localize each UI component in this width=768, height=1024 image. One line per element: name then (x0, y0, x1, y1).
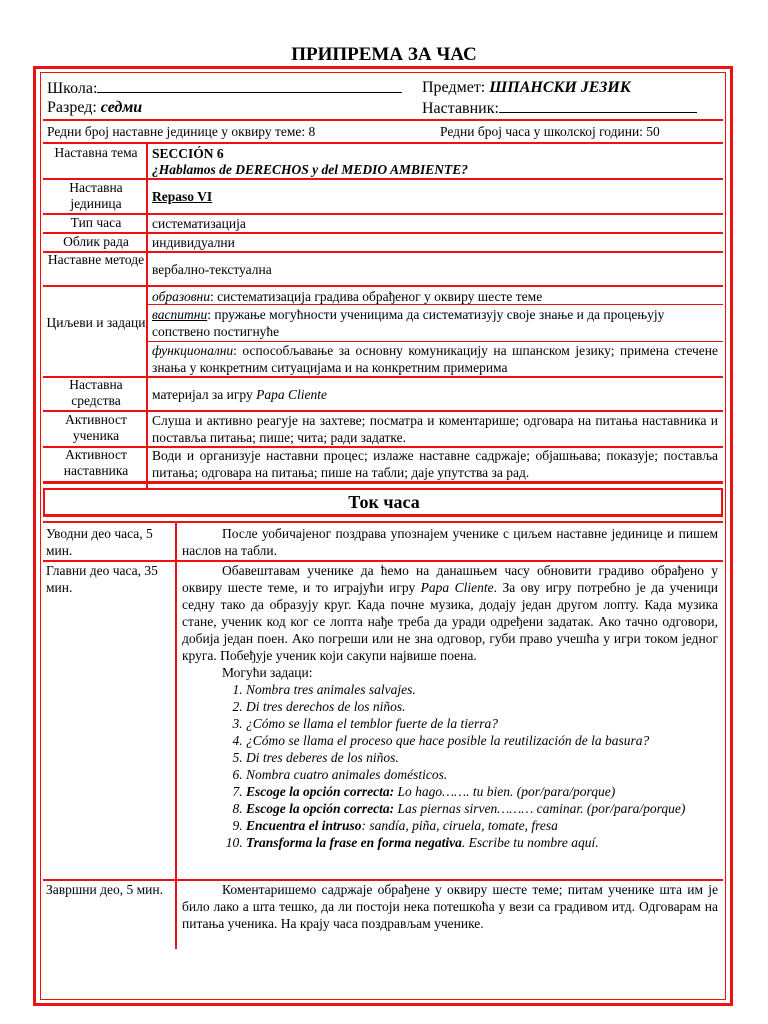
task-item (246, 715, 718, 732)
teacher-label: Наставник: (422, 100, 499, 117)
divider (43, 514, 723, 517)
end-paragraph: Коментаришемо садржаје обрађене у оквиру шесте теме; питам ученике шта им је било лако а шта тешко, да ли постоји нека потешкоћа у вези са градивом итд. Одговарам на питања ученика. На крају часа поздрављам ученике. (182, 882, 718, 931)
goal-educational-text: : систематизација градива обрађеног у оквиру шесте теме (210, 289, 543, 304)
divider (43, 119, 723, 121)
main-game: Papa Cliente (420, 580, 494, 595)
main-paragraph (182, 562, 718, 664)
theme-label: Наставна тема (54, 145, 138, 160)
teacher-field (422, 98, 697, 119)
goal-functional-text: : оспособљавање за основну комуникацију на шпанском језику; примена стечене знања у конкретним ситуацијама и на конкретним примерима (152, 343, 718, 375)
task-text: Di tres derechos de los niños. (246, 699, 406, 714)
form-label: Облик рада (63, 234, 129, 249)
flow-column-divider (175, 521, 177, 949)
flow-title: Ток часа (348, 492, 420, 512)
goals-label: Циљеви и задаци (46, 315, 146, 330)
form-value: индивидуални (152, 235, 235, 250)
task-item (246, 698, 718, 715)
page-title: ПРИПРЕМА ЗА ЧАС (291, 44, 477, 65)
school-label: Школа: (47, 80, 98, 97)
teacher-activity-label: Активност наставника (63, 447, 129, 478)
divider (43, 285, 723, 287)
task-text: Nombra cuatro animales domésticos. (246, 767, 448, 782)
methods-label: Наставне методе (47, 252, 145, 267)
tasks-list (182, 681, 718, 851)
task-bold: Escoge la opción correcta: (246, 801, 395, 816)
task-text: Nombra tres animales salvajes. (246, 682, 416, 697)
methods-value: вербално-текстуална (152, 262, 272, 277)
task-item (246, 749, 718, 766)
grade-field (47, 98, 142, 118)
means-value (152, 386, 718, 403)
divider (43, 481, 723, 484)
band-edge-left (43, 488, 45, 516)
task-bold: Escoge la opción correcta: (246, 784, 395, 799)
task-item (246, 766, 718, 783)
task-bold: Encuentra el intruso (246, 818, 362, 833)
means-game: Papa Cliente (256, 387, 327, 402)
divider (43, 488, 723, 490)
task-item (246, 681, 718, 698)
subject-label: Предмет: (422, 79, 486, 96)
student-activity-value: Слуша и активно реагује на захтеве; посматра и коментарише; одговара на питања наставника и поставља питања; пише; чита; ради задатке. (152, 413, 718, 445)
means-label: Наставна средства (69, 377, 123, 408)
task-text: . Escribe tu nombre aquí. (461, 835, 599, 850)
student-activity-label: Активност ученика (65, 412, 127, 443)
main-text-a: Обавештавам ученике да ћемо на данашњем часу обновити градиво обрађено у оквиру шесте теме, и то играјући игру (182, 563, 718, 595)
task-item (246, 800, 718, 817)
task-text: : sandía, piña, ciruela, tomate, fresa (361, 818, 558, 833)
divider (43, 521, 723, 523)
tasks-label: Могући задаци: (222, 665, 313, 680)
intro-text (182, 525, 718, 559)
school-field (47, 78, 402, 99)
grade-label: Разред: (47, 99, 97, 116)
task-text: ¿Cómo se llama el temblor fuerte de la tierra? (246, 716, 498, 731)
subject-value: ШПАНСКИ ЈЕЗИК (489, 79, 631, 96)
task-text: ¿Cómo se llama el proceso que hace posible la reutilización de la basura? (246, 733, 650, 748)
type-label: Тип часа (70, 215, 122, 230)
theme-line1: SECCIÓN 6 (152, 146, 224, 161)
theme-line2: ¿Hablamos de DERECHOS y del MEDIO AMBIENTE? (152, 162, 469, 177)
end-text (182, 881, 718, 932)
means-text: материјал за игру (152, 387, 257, 402)
goal-functional-term: функционални (152, 343, 234, 358)
divider (43, 142, 723, 144)
task-text: Las piernas sirven……… caminar. (por/para/porque) (394, 801, 686, 816)
intro-paragraph: После уобичајеног поздрава упознајем ученике с циљем наставне јединице и пишем наслов на табли. (182, 526, 718, 558)
main-text (182, 562, 718, 851)
goal-upbringing-text: : пружање могућности ученицима да систематизују своје знање и да процењују сопствено постигнуће (152, 307, 665, 339)
goal-upbringing-term: васпитни (152, 307, 208, 322)
goal-upbringing (152, 306, 718, 340)
unit-value: Repaso VI (152, 189, 213, 204)
band-edge-right (721, 488, 723, 516)
goal-functional (152, 342, 718, 376)
unit-label: Наставна јединица (69, 180, 123, 211)
task-item (246, 783, 718, 800)
goal-educational (152, 288, 718, 305)
main-label: Главни део часа, 35 мин. (46, 563, 158, 595)
column-divider (146, 142, 148, 488)
school-blank (97, 78, 402, 93)
task-item (246, 732, 718, 749)
teacher-blank (499, 98, 697, 113)
task-item (246, 817, 718, 834)
intro-label: Уводни део часа, 5 мин. (46, 526, 153, 558)
type-value: систематизација (152, 216, 246, 231)
goal-educational-term: образовни (152, 289, 211, 304)
end-label: Завршни део, 5 мин. (46, 882, 163, 897)
task-text: Di tres deberes de los niños. (246, 750, 399, 765)
grade-value: седми (100, 99, 143, 116)
teacher-activity-value: Води и организује наставни процес; излаже наставне садржаје; објашњава; показује; поставља питања; одговара на питања; пише на табли; даје упутства за рад. (152, 448, 718, 480)
subject-field (422, 78, 631, 98)
task-item (246, 834, 718, 851)
main-text-b: . За ову игру потребно је да ученици седну тако да образују круг. Када почне музика, додају један другом лопту. Када музика стане, ученик код ког се лопта нађе треба да уради одређени задатак. Ако тачно одговори, добија један поен. Ако погреши или не зна одговор, губи право учешћа у игри током једног круга. Побеђује ученик који сакупи највише поена. (182, 580, 718, 663)
task-text: Lo hago……. tu bien. (por/para/porque) (394, 784, 616, 799)
class-number: Редни број часа у школској години: 50 (440, 124, 660, 139)
task-bold: Transforma la frase en forma negativa (246, 835, 462, 850)
unit-number: Редни број наставне јединице у оквиру теме: 8 (47, 124, 316, 139)
divider (147, 304, 723, 305)
